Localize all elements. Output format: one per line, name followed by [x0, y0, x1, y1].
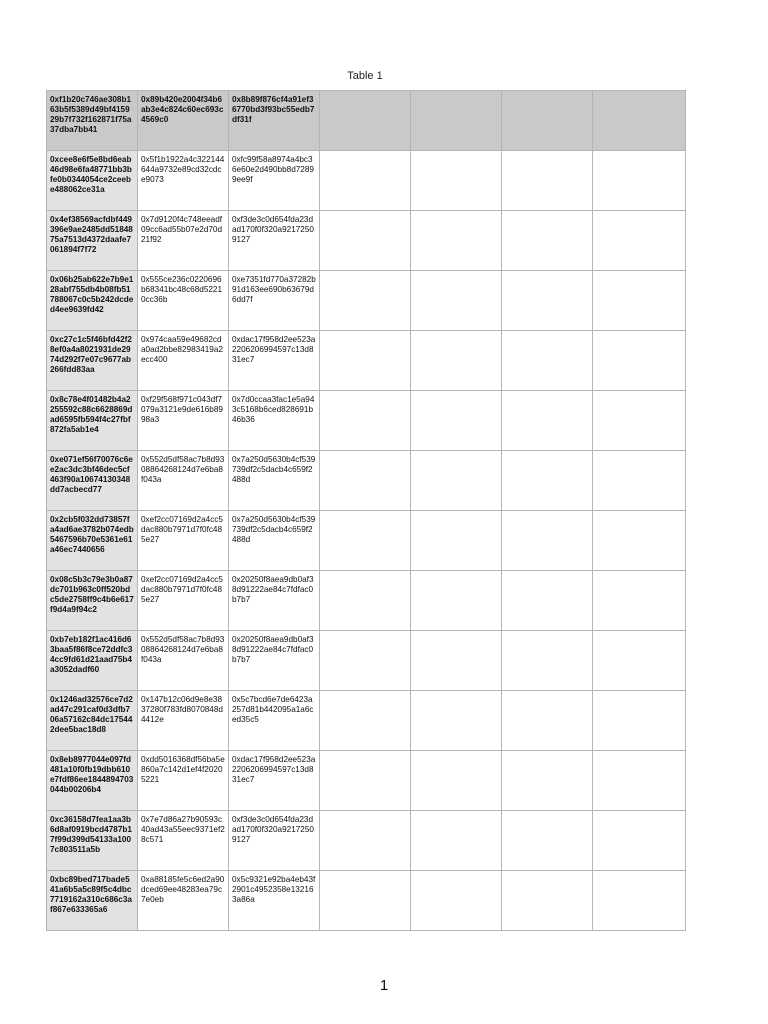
- table-cell: 0x8eb8977044e097fd481a10f0fb19dbb610e7fdf86ee1844894703044b00206b4: [47, 751, 138, 811]
- table-cell: 0xa88185fe5c6ed2a90dced69ee48283ea79c7e0eb: [138, 871, 229, 931]
- table-cell: [502, 691, 593, 751]
- table-cell: 0xf3de3c0d654fda23dad170f0f320a92172509127: [229, 811, 320, 871]
- table-cell: 0xc36158d7fea1aa3b6d8af0919bcd4787b17f99d399d54133a1007c803511a5b: [47, 811, 138, 871]
- table-cell: [593, 391, 686, 451]
- table-cell: [502, 811, 593, 871]
- table-cell: [411, 391, 502, 451]
- table-cell: [502, 271, 593, 331]
- table-row: [47, 511, 686, 571]
- table-header-row: [47, 91, 686, 151]
- table-title: Table 1: [347, 70, 383, 82]
- header-cell: [411, 91, 502, 151]
- table-cell: [411, 631, 502, 691]
- page-number: 1: [379, 977, 389, 994]
- table-cell: [502, 151, 593, 211]
- table-row: [47, 691, 686, 751]
- table-cell: 0x7d9120f4c748eeadf09cc6ad55b07e2d70d21f92: [138, 211, 229, 271]
- table-cell: [320, 151, 411, 211]
- table-cell: 0xf3de3c0d654fda23dad170f0f320a92172509127: [229, 211, 320, 271]
- table-cell: 0xf29f568f971c043df7079a3121e9de616b8998a3: [138, 391, 229, 451]
- table-row: [47, 271, 686, 331]
- table-cell: [411, 511, 502, 571]
- table-cell: [411, 211, 502, 271]
- table-cell: [502, 571, 593, 631]
- table-cell: 0xef2cc07169d2a4cc5dac880b7971d7f0fc485e27: [138, 571, 229, 631]
- table-cell: [593, 811, 686, 871]
- table-cell: [411, 691, 502, 751]
- table-row: [47, 631, 686, 691]
- table-cell: 0x2cb5f032dd73857fa4ad6ae3782b074edb5467596b70e5361e61a46ec7440656: [47, 511, 138, 571]
- table-cell: [502, 511, 593, 571]
- table-cell: 0x4ef38569acfdbf449396e9ae2485dd5184875a7513d4372daafe7061894f7f72: [47, 211, 138, 271]
- table-cell: 0x555ce236c0220696b68341bc48c68d52210cc36b: [138, 271, 229, 331]
- table-cell: 0xe071ef56f70076c6ee2ac3dc3bf46dec5cf463f90a10674130348dd7acbecd77: [47, 451, 138, 511]
- table-cell: 0x7a250d5630b4cf539739df2c5dacb4c659f2488d: [229, 511, 320, 571]
- table-row: [47, 331, 686, 391]
- table-cell: 0x147b12c06d9e8e3837280f783fd8070848d4412e: [138, 691, 229, 751]
- table-row: [47, 811, 686, 871]
- table-cell: [593, 511, 686, 571]
- table-row: [47, 211, 686, 271]
- table-cell: [320, 631, 411, 691]
- table-cell: 0x7d0ccaa3fac1e5a943c5168b6ced828691b46b36: [229, 391, 320, 451]
- table-row: [47, 391, 686, 451]
- table-cell: 0xc27c1c5f46bfd42f28ef0a4a8021931de2974d292f7e07c9677ab266fdd83aa: [47, 331, 138, 391]
- table-cell: 0x7a250d5630b4cf539739df2c5dacb4c659f2488d: [229, 451, 320, 511]
- header-cell: 0x8b89f876cf4a91ef36770bd3f93bc55edb7df31f: [229, 91, 320, 151]
- table-cell: 0x552d5df58ac7b8d9308864268124d7e6ba8f043a: [138, 451, 229, 511]
- table-cell: 0xb7eb182f1ac416d63baa5f86f8ce72ddfc34cc9fd61d21aad75b4a3052dadf60: [47, 631, 138, 691]
- table-cell: 0xcee8e6f5e8bd6eab46d98e6fa48771bb3bfe0b0344054ce2ceebe488062ce31a: [47, 151, 138, 211]
- table-cell: 0xdac17f958d2ee523a2206206994597c13d831ec7: [229, 331, 320, 391]
- header-cell: [502, 91, 593, 151]
- table-cell: [502, 211, 593, 271]
- table-cell: [320, 571, 411, 631]
- table-cell: 0x20250f8aea9db0af38d91222ae84c7fdfac0b7b7: [229, 571, 320, 631]
- table-cell: [411, 811, 502, 871]
- table-cell: [411, 571, 502, 631]
- table-cell: 0x8c78e4f01482b4a2255592c88c6628869dad6595fb594f4c27fbf872fa5ab1e4: [47, 391, 138, 451]
- table-cell: [320, 871, 411, 931]
- table-cell: [593, 571, 686, 631]
- table-cell: [411, 271, 502, 331]
- table-cell: 0xdd5016368df56ba5e860a7c142d1ef4f20205221: [138, 751, 229, 811]
- table-cell: [320, 511, 411, 571]
- table-cell: 0x5c9321e92ba4eb43f2901c4952358e132163a86a: [229, 871, 320, 931]
- table-cell: 0x5f1b1922a4c322144644a9732e89cd32cdce9073: [138, 151, 229, 211]
- table-cell: [593, 751, 686, 811]
- table-cell: [320, 811, 411, 871]
- header-cell: [593, 91, 686, 151]
- table-cell: 0x08c5b3c79e3b0a87dc701b963c0ff520bdc5de2758ff9c4b6e617f9d4a9f94c2: [47, 571, 138, 631]
- table-cell: [502, 871, 593, 931]
- table-cell: [411, 151, 502, 211]
- table-cell: [411, 451, 502, 511]
- table-cell: 0x974caa59e49682cda0ad2bbe82983419a2ecc400: [138, 331, 229, 391]
- table-row: [47, 751, 686, 811]
- table-cell: 0xfc99f58a8974a4bc36e60e2d490bb8d72899ee9f: [229, 151, 320, 211]
- table-cell: 0xe7351fd770a37282b91d163ee690b63679d6dd7f: [229, 271, 320, 331]
- data-table: [46, 90, 686, 931]
- table-cell: [502, 631, 593, 691]
- table-cell: 0xef2cc07169d2a4cc5dac880b7971d7f0fc485e27: [138, 511, 229, 571]
- table-cell: [593, 211, 686, 271]
- table-cell: 0x5c7bcd6e7de6423a257d81b442095a1a6ced35c5: [229, 691, 320, 751]
- table-cell: [320, 271, 411, 331]
- table-cell: [320, 331, 411, 391]
- table-row: [47, 451, 686, 511]
- table-cell: [320, 391, 411, 451]
- table-cell: 0xdac17f958d2ee523a2206206994597c13d831ec7: [229, 751, 320, 811]
- table-cell: 0x06b25ab622e7b9e128abf755db4b08fb51788067c0c5b242dcded4ee9639fd42: [47, 271, 138, 331]
- table-cell: [411, 331, 502, 391]
- table-cell: [502, 451, 593, 511]
- table-cell: [502, 391, 593, 451]
- table-row: [47, 151, 686, 211]
- header-cell: 0x89b420e2004f34b6ab3e4c824c60ec693c4569c0: [138, 91, 229, 151]
- table-cell: 0x1246ad32576ce7d2ad47c291caf0d3dfb706a57162c84dc175442dee5bac18d8: [47, 691, 138, 751]
- table-cell: [593, 631, 686, 691]
- table-cell: 0x20250f8aea9db0af38d91222ae84c7fdfac0b7b7: [229, 631, 320, 691]
- table-cell: [593, 331, 686, 391]
- table-cell: [320, 691, 411, 751]
- table-cell: [411, 751, 502, 811]
- table-cell: 0x7e7d86a27b90593c40ad43a55eec9371ef28c571: [138, 811, 229, 871]
- table-cell: [593, 871, 686, 931]
- table-cell: [320, 451, 411, 511]
- header-cell: [320, 91, 411, 151]
- table-cell: 0xbc89bed717bade541a6b5a5c89f5c4dbc7719162a310c686c3af867e633365a6: [47, 871, 138, 931]
- table-row: [47, 871, 686, 931]
- table-cell: [320, 211, 411, 271]
- table-cell: [593, 271, 686, 331]
- table-cell: [593, 151, 686, 211]
- table-cell: [593, 451, 686, 511]
- table-cell: [593, 691, 686, 751]
- table-cell: 0x552d5df58ac7b8d9308864268124d7e6ba8f043a: [138, 631, 229, 691]
- table-cell: [320, 751, 411, 811]
- table-cell: [411, 871, 502, 931]
- table-row: [47, 571, 686, 631]
- header-cell: 0xf1b20c746ae308b163b5f5389d49bf415929b7f732f162871f75a37dba7bb41: [47, 91, 138, 151]
- table-cell: [502, 331, 593, 391]
- table-cell: [502, 751, 593, 811]
